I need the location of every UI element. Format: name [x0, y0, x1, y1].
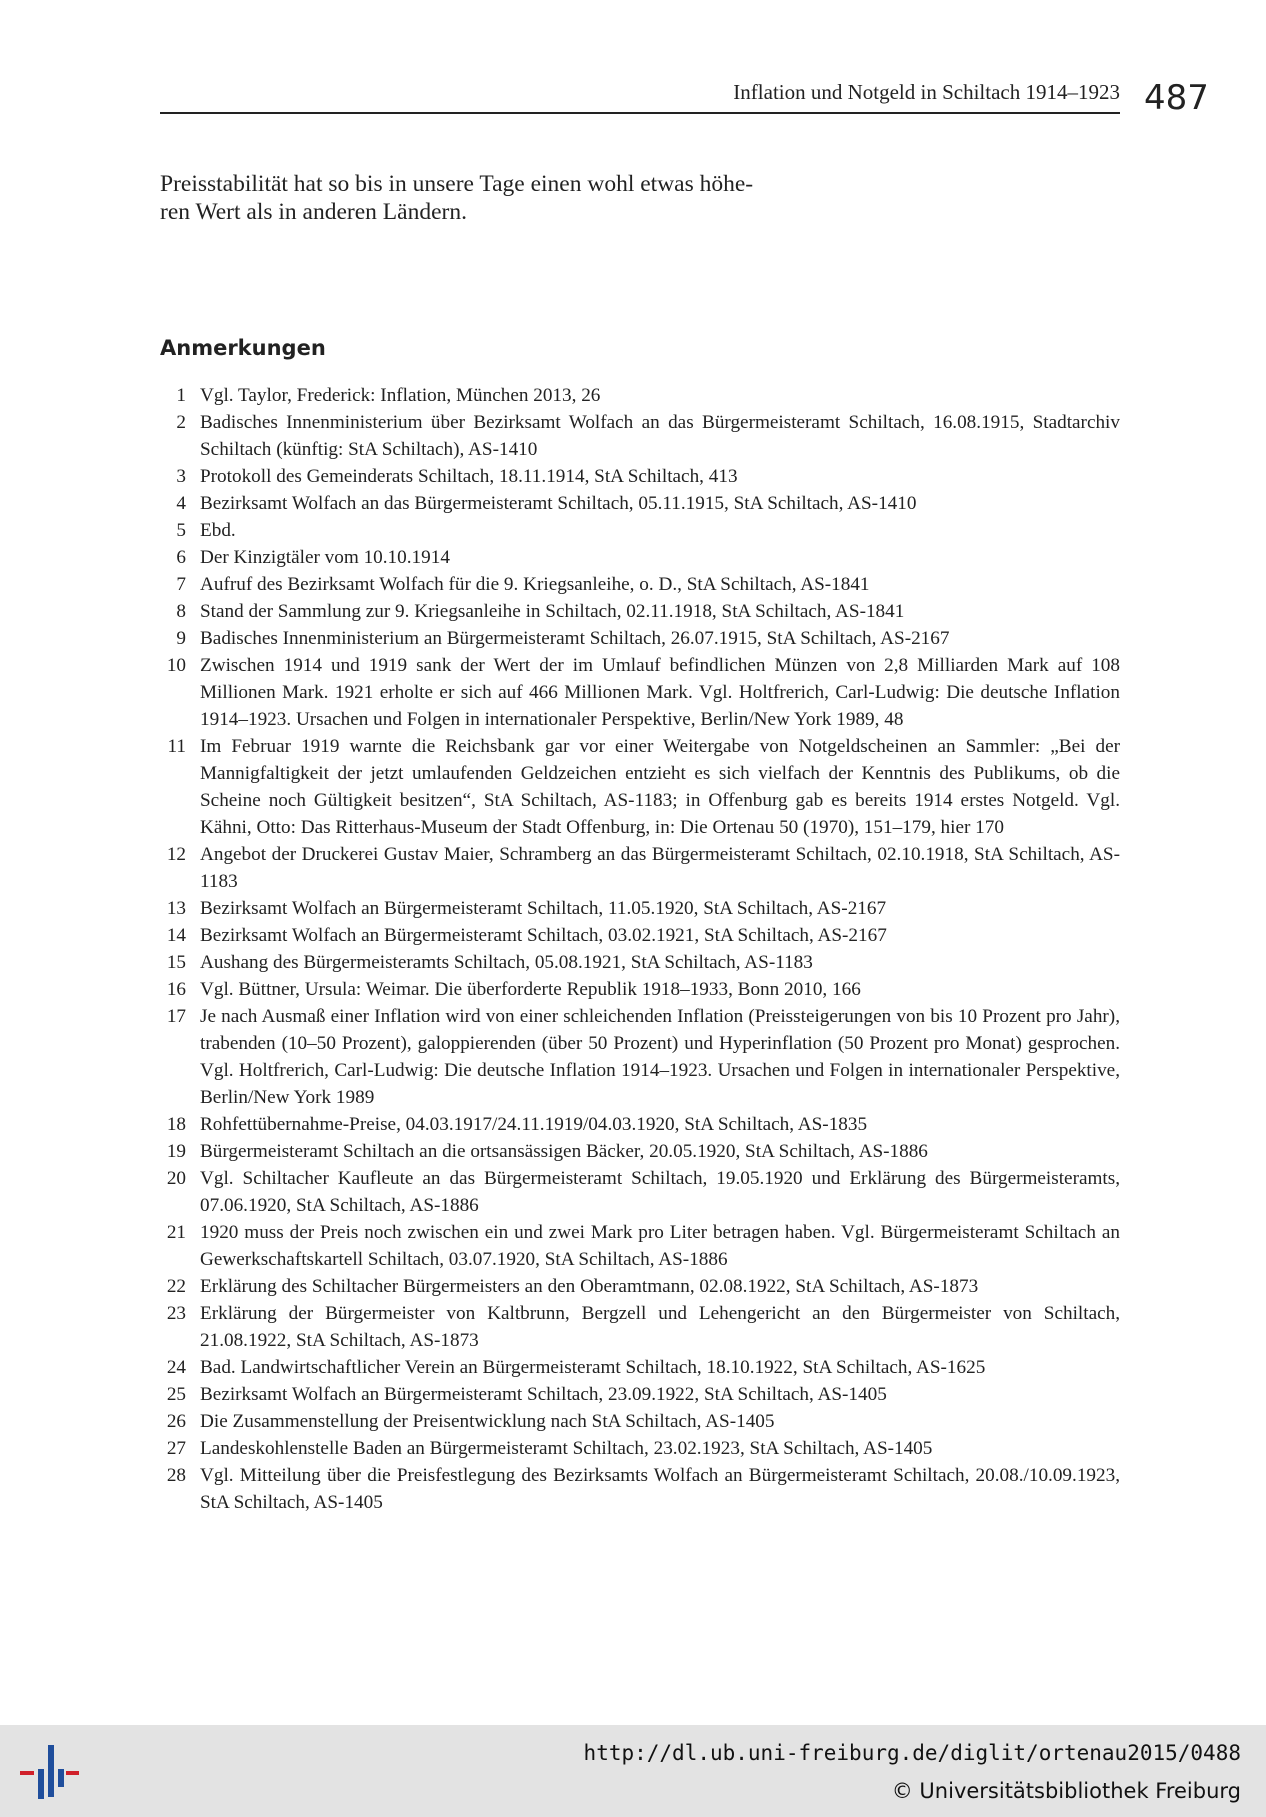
footnote-item: [160, 1003, 1120, 1111]
footnote-text: Stand der Sammlung zur 9. Kriegsanleihe in Schiltach, 02.11.1918, StA Schiltach, AS-1841: [200, 601, 905, 622]
footnote-number: 21: [166, 1222, 186, 1243]
section-heading: Anmerkungen: [160, 336, 326, 360]
footnote-text: Vgl. Taylor, Frederick: Inflation, München 2013, 26: [200, 385, 601, 406]
footnote-item: [160, 1381, 1120, 1408]
footnote-item: [160, 598, 1120, 625]
footnote-text: Zwischen 1914 und 1919 sank der Wert der im Umlauf befindlichen Münzen von 2,8 Milliarden Mark auf 108 Millionen Mark. 1921 erholte er sich auf 466 Millionen Mark. Vgl. Holtfrerich, Carl-Ludwig: Die deutsche Inflation 1914–1923. Ursachen und Folgen in internationaler Perspektive, Berlin/New York 1989, 48: [200, 655, 1120, 730]
footnote-number: 17: [166, 1006, 186, 1027]
footer-copyright: © Universitätsbibliothek Freiburg: [891, 1779, 1241, 1803]
footnote-number: 3: [176, 466, 186, 487]
footnote-text: Badisches Innenministerium an Bürgermeisteramt Schiltach, 26.07.1915, StA Schiltach, AS-2167: [200, 628, 950, 649]
lead-line: ren Wert als in anderen Ländern.: [160, 199, 467, 225]
footnote-text: Im Februar 1919 warnte die Reichsbank gar vor einer Weitergabe von Notgeldscheinen an Sammler: „Bei der Mannigfaltigkeit der jetzt umlaufenden Geldzeichen entzieht es sich vielfach der Kenntnis des Publikums, ob die Scheine noch Gültigkeit besitzen“, StA Schiltach, AS-1183; in Offenburg gab es bereits 1914 erstes Notgeld. Vgl. Kähni, Otto: Das Ritterhaus-Museum der Stadt Offenburg, in: Die Ortenau 50 (1970), 151–179, hier 170: [200, 736, 1120, 838]
footnote-text: Badisches Innenministerium über Bezirksamt Wolfach an das Bürgermeisteramt Schiltach, 16.08.1915, Stadtarchiv Schiltach (künftig: StA Schiltach), AS-1410: [200, 412, 1120, 460]
footnote-text: Protokoll des Gemeinderats Schiltach, 18.11.1914, StA Schiltach, 413: [200, 466, 738, 487]
footnote-item: [160, 409, 1120, 463]
footnote-number: 20: [166, 1168, 186, 1189]
page-header: [160, 76, 1120, 114]
footnote-text: Bezirksamt Wolfach an das Bürgermeisteramt Schiltach, 05.11.1915, StA Schiltach, AS-1410: [200, 493, 917, 514]
ub-freiburg-logo-icon[interactable]: [18, 1741, 80, 1803]
footnote-number: 9: [176, 628, 186, 649]
footnote-text: Aufruf des Bezirksamt Wolfach für die 9. Kriegsanleihe, o. D., StA Schiltach, AS-1841: [200, 574, 870, 595]
footnote-text: Bezirksamt Wolfach an Bürgermeisteramt Schiltach, 03.02.1921, StA Schiltach, AS-2167: [200, 925, 887, 946]
lead-paragraph: [160, 170, 880, 226]
footnote-text: Bezirksamt Wolfach an Bürgermeisteramt Schiltach, 11.05.1920, StA Schiltach, AS-2167: [200, 898, 887, 919]
footnote-text: Rohfettübernahme-Preise, 04.03.1917/24.11.1919/04.03.1920, StA Schiltach, AS-1835: [200, 1114, 868, 1135]
footnote-text: Erklärung des Schiltacher Bürgermeisters an den Oberamtmann, 02.08.1922, StA Schiltach, AS-1873: [200, 1276, 979, 1297]
footnote-text: Erklärung der Bürgermeister von Kaltbrunn, Bergzell und Lehengericht an den Bürgermeister von Schiltach, 21.08.1922, StA Schiltach, AS-1873: [200, 1303, 1120, 1351]
footnote-text: Landeskohlenstelle Baden an Bürgermeisteramt Schiltach, 23.02.1923, StA Schiltach, AS-1405: [200, 1438, 933, 1459]
footnote-number: 11: [167, 736, 186, 757]
footnote-item: [160, 895, 1120, 922]
footnote-number: 4: [176, 493, 186, 514]
footnote-text: 1920 muss der Preis noch zwischen ein und zwei Mark pro Liter betragen haben. Vgl. Bürgermeisteramt Schiltach an Gewerkschaftskartell Schiltach, 03.07.1920, StA Schiltach, AS-1886: [200, 1222, 1120, 1270]
footnote-number: 23: [166, 1303, 186, 1324]
footnote-number: 24: [166, 1357, 186, 1378]
running-title: Inflation und Notgeld in Schiltach 1914–1923: [733, 80, 1120, 104]
lead-line: Preisstabilität hat so bis in unsere Tage einen wohl etwas höhe-: [160, 171, 754, 197]
footnote-item: [160, 1300, 1120, 1354]
footnote-text: Bürgermeisteramt Schiltach an die ortsansässigen Bäcker, 20.05.1920, StA Schiltach, AS-1886: [200, 1141, 928, 1162]
footnote-text: Bad. Landwirtschaftlicher Verein an Bürgermeisteramt Schiltach, 18.10.1922, StA Schiltach, AS-1625: [200, 1357, 986, 1378]
footnote-item: [160, 382, 1120, 409]
footnote-number: 5: [176, 520, 186, 541]
footer-url-link[interactable]: http://dl.ub.uni-freiburg.de/diglit/ortenau2015/0488: [583, 1741, 1241, 1765]
footnote-number: 14: [166, 925, 186, 946]
footnote-item: [160, 517, 1120, 544]
footnote-item: [160, 1462, 1120, 1516]
footnote-text: Der Kinzigtäler vom 10.10.1914: [200, 547, 450, 568]
footnote-item: [160, 841, 1120, 895]
notes-list: [160, 382, 1120, 1516]
footnote-item: [160, 922, 1120, 949]
footnote-number: 18: [166, 1114, 186, 1135]
footnote-number: 22: [166, 1276, 186, 1297]
footnote-number: 19: [166, 1141, 186, 1162]
footnote-number: 2: [176, 412, 186, 433]
footnote-item: [160, 976, 1120, 1003]
footnote-item: [160, 1219, 1120, 1273]
footnote-item: [160, 544, 1120, 571]
footnote-item: [160, 949, 1120, 976]
footnote-text: Vgl. Mitteilung über die Preisfestlegung des Bezirksamts Wolfach an Bürgermeisteramt Schiltach, 20.08./10.09.1923, StA Schiltach, AS-1405: [200, 1465, 1120, 1513]
footnote-item: [160, 1165, 1120, 1219]
footnote-item: [160, 1111, 1120, 1138]
footnote-text: Bezirksamt Wolfach an Bürgermeisteramt Schiltach, 23.09.1922, StA Schiltach, AS-1405: [200, 1384, 887, 1405]
footnote-number: 28: [166, 1465, 186, 1486]
footnote-text: Vgl. Schiltacher Kaufleute an das Bürgermeisteramt Schiltach, 19.05.1920 und Erklärung des Bürgermeisteramts, 07.06.1920, StA Schiltach, AS-1886: [200, 1168, 1120, 1216]
footnote-text: Vgl. Büttner, Ursula: Weimar. Die überforderte Republik 1918–1933, Bonn 2010, 166: [200, 979, 861, 1000]
footnote-number: 25: [166, 1384, 186, 1405]
footnote-item: [160, 490, 1120, 517]
footnote-text: Aushang des Bürgermeisteramts Schiltach, 05.08.1921, StA Schiltach, AS-1183: [200, 952, 813, 973]
footnote-item: [160, 1273, 1120, 1300]
footnote-number: 26: [166, 1411, 186, 1432]
footnote-number: 1: [176, 385, 186, 406]
footnote-text: Die Zusammenstellung der Preisentwicklung nach StA Schiltach, AS-1405: [200, 1411, 775, 1432]
footnote-number: 6: [176, 547, 186, 568]
footnote-item: [160, 1138, 1120, 1165]
page-number: 487: [1144, 78, 1209, 118]
footnote-number: 10: [166, 655, 186, 676]
footnote-item: [160, 463, 1120, 490]
footnote-number: 8: [176, 601, 186, 622]
footnote-number: 27: [166, 1438, 186, 1459]
footnote-text: Ebd.: [200, 520, 236, 541]
footnote-item: [160, 652, 1120, 733]
footnote-number: 16: [166, 979, 186, 1000]
footnote-item: [160, 571, 1120, 598]
footnote-item: [160, 733, 1120, 841]
footnote-item: [160, 625, 1120, 652]
footnote-item: [160, 1435, 1120, 1462]
footnote-number: 7: [176, 574, 186, 595]
footnote-item: [160, 1354, 1120, 1381]
footnote-number: 12: [166, 844, 186, 865]
footnote-number: 13: [166, 898, 186, 919]
footer-bar: [0, 1725, 1266, 1817]
footnote-number: 15: [166, 952, 186, 973]
footnote-text: Angebot der Druckerei Gustav Maier, Schramberg an das Bürgermeisteramt Schiltach, 02.10.1918, StA Schiltach, AS-1183: [200, 844, 1120, 892]
footnote-text: Je nach Ausmaß einer Inflation wird von einer schleichenden Inflation (Preissteigerungen von bis 10 Prozent pro Jahr), trabenden (10–50 Prozent), galoppierenden (über 50 Prozent) und Hyperinflation (50 Prozent pro Monat) gesprochen. Vgl. Holtfrerich, Carl-Ludwig: Die deutsche Inflation 1914–1923. Ursachen und Folgen in internationaler Perspektive, Berlin/New York 1989: [200, 1006, 1120, 1108]
footnote-item: [160, 1408, 1120, 1435]
